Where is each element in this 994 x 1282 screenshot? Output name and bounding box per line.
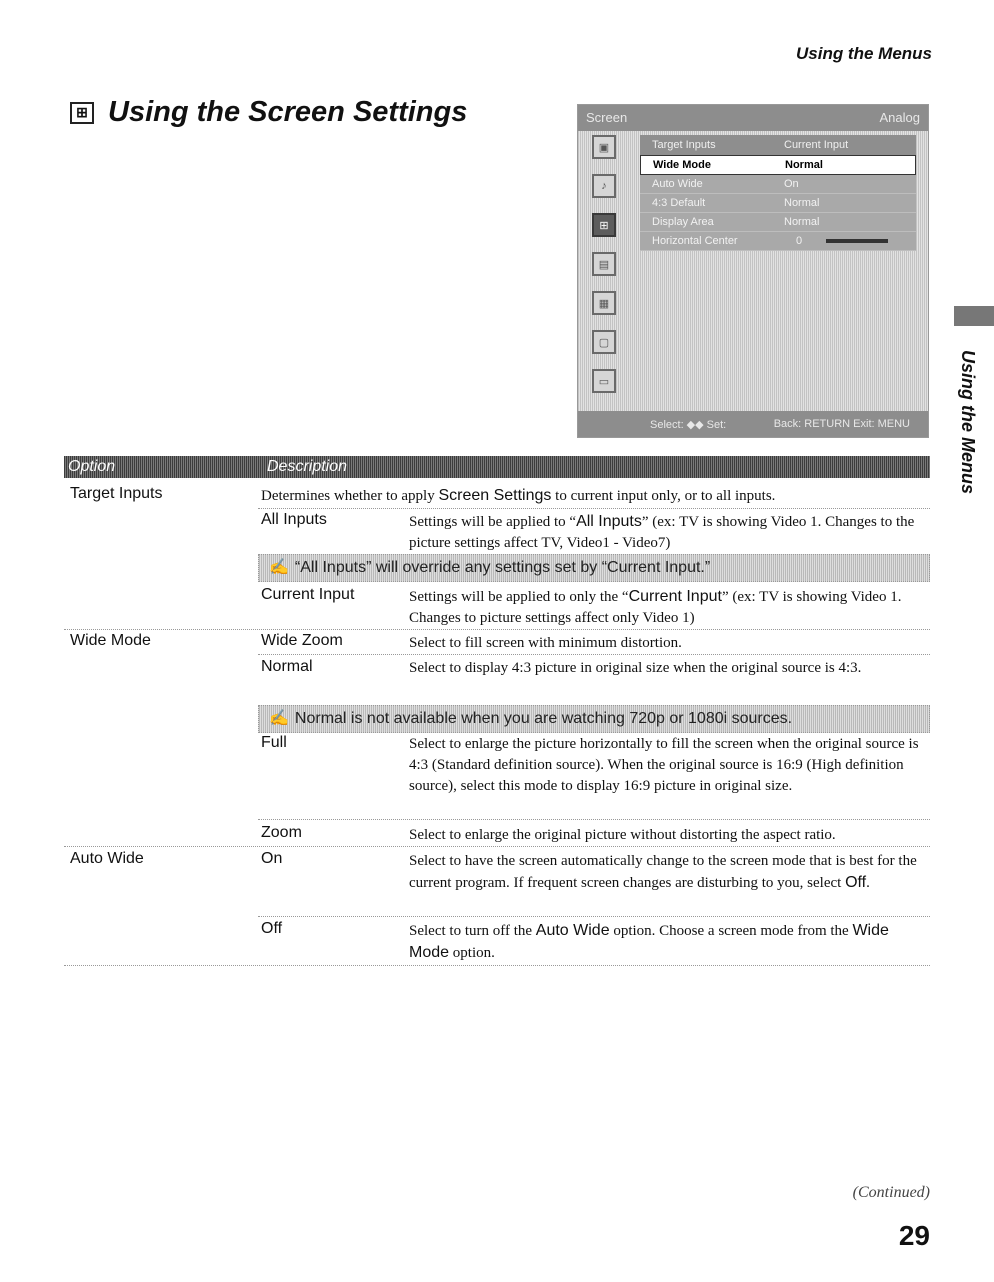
continued-label: (Continued): [852, 1184, 930, 1201]
divider: [258, 916, 930, 917]
on-description: [409, 851, 925, 894]
tv-row-auto-wide: [640, 175, 916, 194]
title-block: [70, 96, 467, 129]
sub-on: On: [261, 850, 283, 867]
full-description: Select to enlarge the picture horizontally to fill the screen when the original source is 4:3 (Standard definition source). When the original source is 16:9 (High definition source), select this mode to display 16:9 picture in original size.: [409, 736, 919, 794]
sub-normal: Normal: [261, 658, 313, 675]
target-inputs-description: [261, 487, 925, 505]
text-ref: Auto Wide: [535, 922, 610, 939]
text: Determines whether to apply: [261, 488, 439, 504]
current-input-description: [409, 586, 925, 629]
tv-row-label: Auto Wide: [652, 178, 703, 190]
normal-description: Select to display 4:3 picture in original size when the original source is 4:3.: [409, 660, 862, 676]
divider: [258, 508, 930, 509]
picture-icon: ▣: [592, 135, 616, 159]
tv-header-row: [640, 135, 916, 155]
zoom-description: Select to enlarge the original picture without distorting the aspect ratio.: [409, 827, 836, 843]
text: to current input only, or to all inputs.: [551, 488, 776, 504]
text: ” (ex: TV is showing Video 1. Changes to the picture settings affect TV, Video1 - Video7): [409, 514, 915, 551]
tv-signal-type: Analog: [879, 110, 920, 125]
tv-row-value: Normal: [785, 159, 823, 171]
header-option: Option: [68, 458, 116, 475]
text-ref: Current Input: [628, 588, 722, 605]
tv-row-value: [784, 235, 888, 247]
tv-row-label: 4:3 Default: [652, 197, 706, 209]
tv-menu-screenshot: [577, 104, 929, 438]
tv-slider-track: [826, 239, 888, 243]
option-auto-wide: Auto Wide: [70, 850, 144, 867]
tv-row-value: On: [784, 178, 799, 190]
header-description: Description: [267, 458, 348, 475]
divider: [64, 846, 930, 847]
text-ref: Off: [845, 874, 867, 891]
tv-menu-title: Screen: [586, 110, 628, 125]
text: option.: [449, 945, 495, 961]
divider: [258, 654, 930, 655]
text: ” (ex: TV is showing Video 1. Changes to picture settings affect only Video 1): [409, 589, 902, 626]
tv-back-exit-hint: Back: RETURN Exit: MENU: [773, 418, 910, 430]
divider: [64, 965, 930, 966]
option-wide-mode: Wide Mode: [70, 632, 151, 649]
parental-lock-icon: ▢: [592, 330, 616, 354]
wide-zoom-description: Select to fill screen with minimum distortion.: [409, 635, 682, 651]
page-number: 29: [898, 1220, 930, 1251]
tv-top-bar: [578, 105, 928, 131]
sub-full: Full: [261, 734, 287, 751]
sub-all-inputs: All Inputs: [261, 511, 327, 528]
tv-row-label: Horizontal Center: [652, 235, 738, 247]
note-text: “All Inputs” will override any settings set by “Current Input.”: [294, 559, 711, 576]
option-target-inputs: Target Inputs: [70, 485, 163, 502]
divider: [64, 629, 930, 630]
note-normal: [258, 705, 930, 733]
text: Settings will be applied to “: [409, 514, 577, 530]
sound-icon: ♪: [592, 174, 616, 198]
table-header: [64, 456, 930, 478]
video-options-icon: ▤: [592, 252, 616, 276]
off-description: [409, 920, 925, 964]
tv-row-43-default: [640, 194, 916, 213]
text-ref: Wide Mode: [409, 922, 889, 961]
tv-row-label: Wide Mode: [653, 159, 711, 171]
tv-row-wide-mode: [640, 155, 916, 175]
setup-icon: ▭: [592, 369, 616, 393]
channel-icon: ▦: [592, 291, 616, 315]
sub-zoom: Zoom: [261, 824, 302, 841]
sub-off: Off: [261, 920, 283, 937]
running-header: Using the Menus: [795, 44, 932, 63]
text: Settings will be applied to only the “: [409, 589, 629, 605]
note-text: Normal is not available when you are watching 720p or 1080i sources.: [294, 710, 793, 727]
screen-icon: ⊞: [592, 213, 616, 237]
page-title: Using the Screen Settings: [108, 96, 468, 128]
side-tab-marker: [954, 306, 994, 326]
note-icon: ✍: [269, 710, 289, 727]
sub-current-input: Current Input: [261, 586, 355, 603]
tv-row-horizontal-center: [640, 232, 916, 251]
tv-row-value: Normal: [784, 197, 820, 209]
text: option. Choose a screen mode from the: [609, 923, 853, 939]
note-icon: ✍: [269, 559, 289, 576]
tv-row-value: Normal: [784, 216, 820, 228]
tv-row-display-area: [640, 213, 916, 232]
tv-bottom-bar: [578, 411, 928, 437]
divider: [258, 819, 930, 820]
tv-header-value: Current Input: [784, 139, 849, 151]
text-ref: All Inputs: [576, 513, 642, 530]
all-inputs-description: [409, 511, 925, 554]
tv-sidebar: [586, 135, 622, 408]
tv-header-label: Target Inputs: [652, 139, 716, 151]
tv-slider-value: 0: [796, 235, 803, 247]
sub-wide-zoom: Wide Zoom: [261, 632, 343, 649]
text-ref: Screen Settings: [438, 487, 552, 504]
screen-settings-icon: ⊞: [70, 102, 94, 124]
text: Select to turn off the: [409, 923, 536, 939]
text: .: [866, 875, 870, 891]
note-all-inputs: [258, 554, 930, 582]
text: Select to have the screen automatically change to the screen mode that is best for the current program. If frequent screen changes are disturbing to you, select: [409, 853, 917, 891]
tv-settings-panel: [640, 135, 916, 251]
tv-row-label: Display Area: [652, 216, 714, 228]
side-tab-label: Using the Menus: [958, 350, 978, 495]
tv-navigation-hint: Select: ◆◆ Set:: [650, 419, 727, 431]
